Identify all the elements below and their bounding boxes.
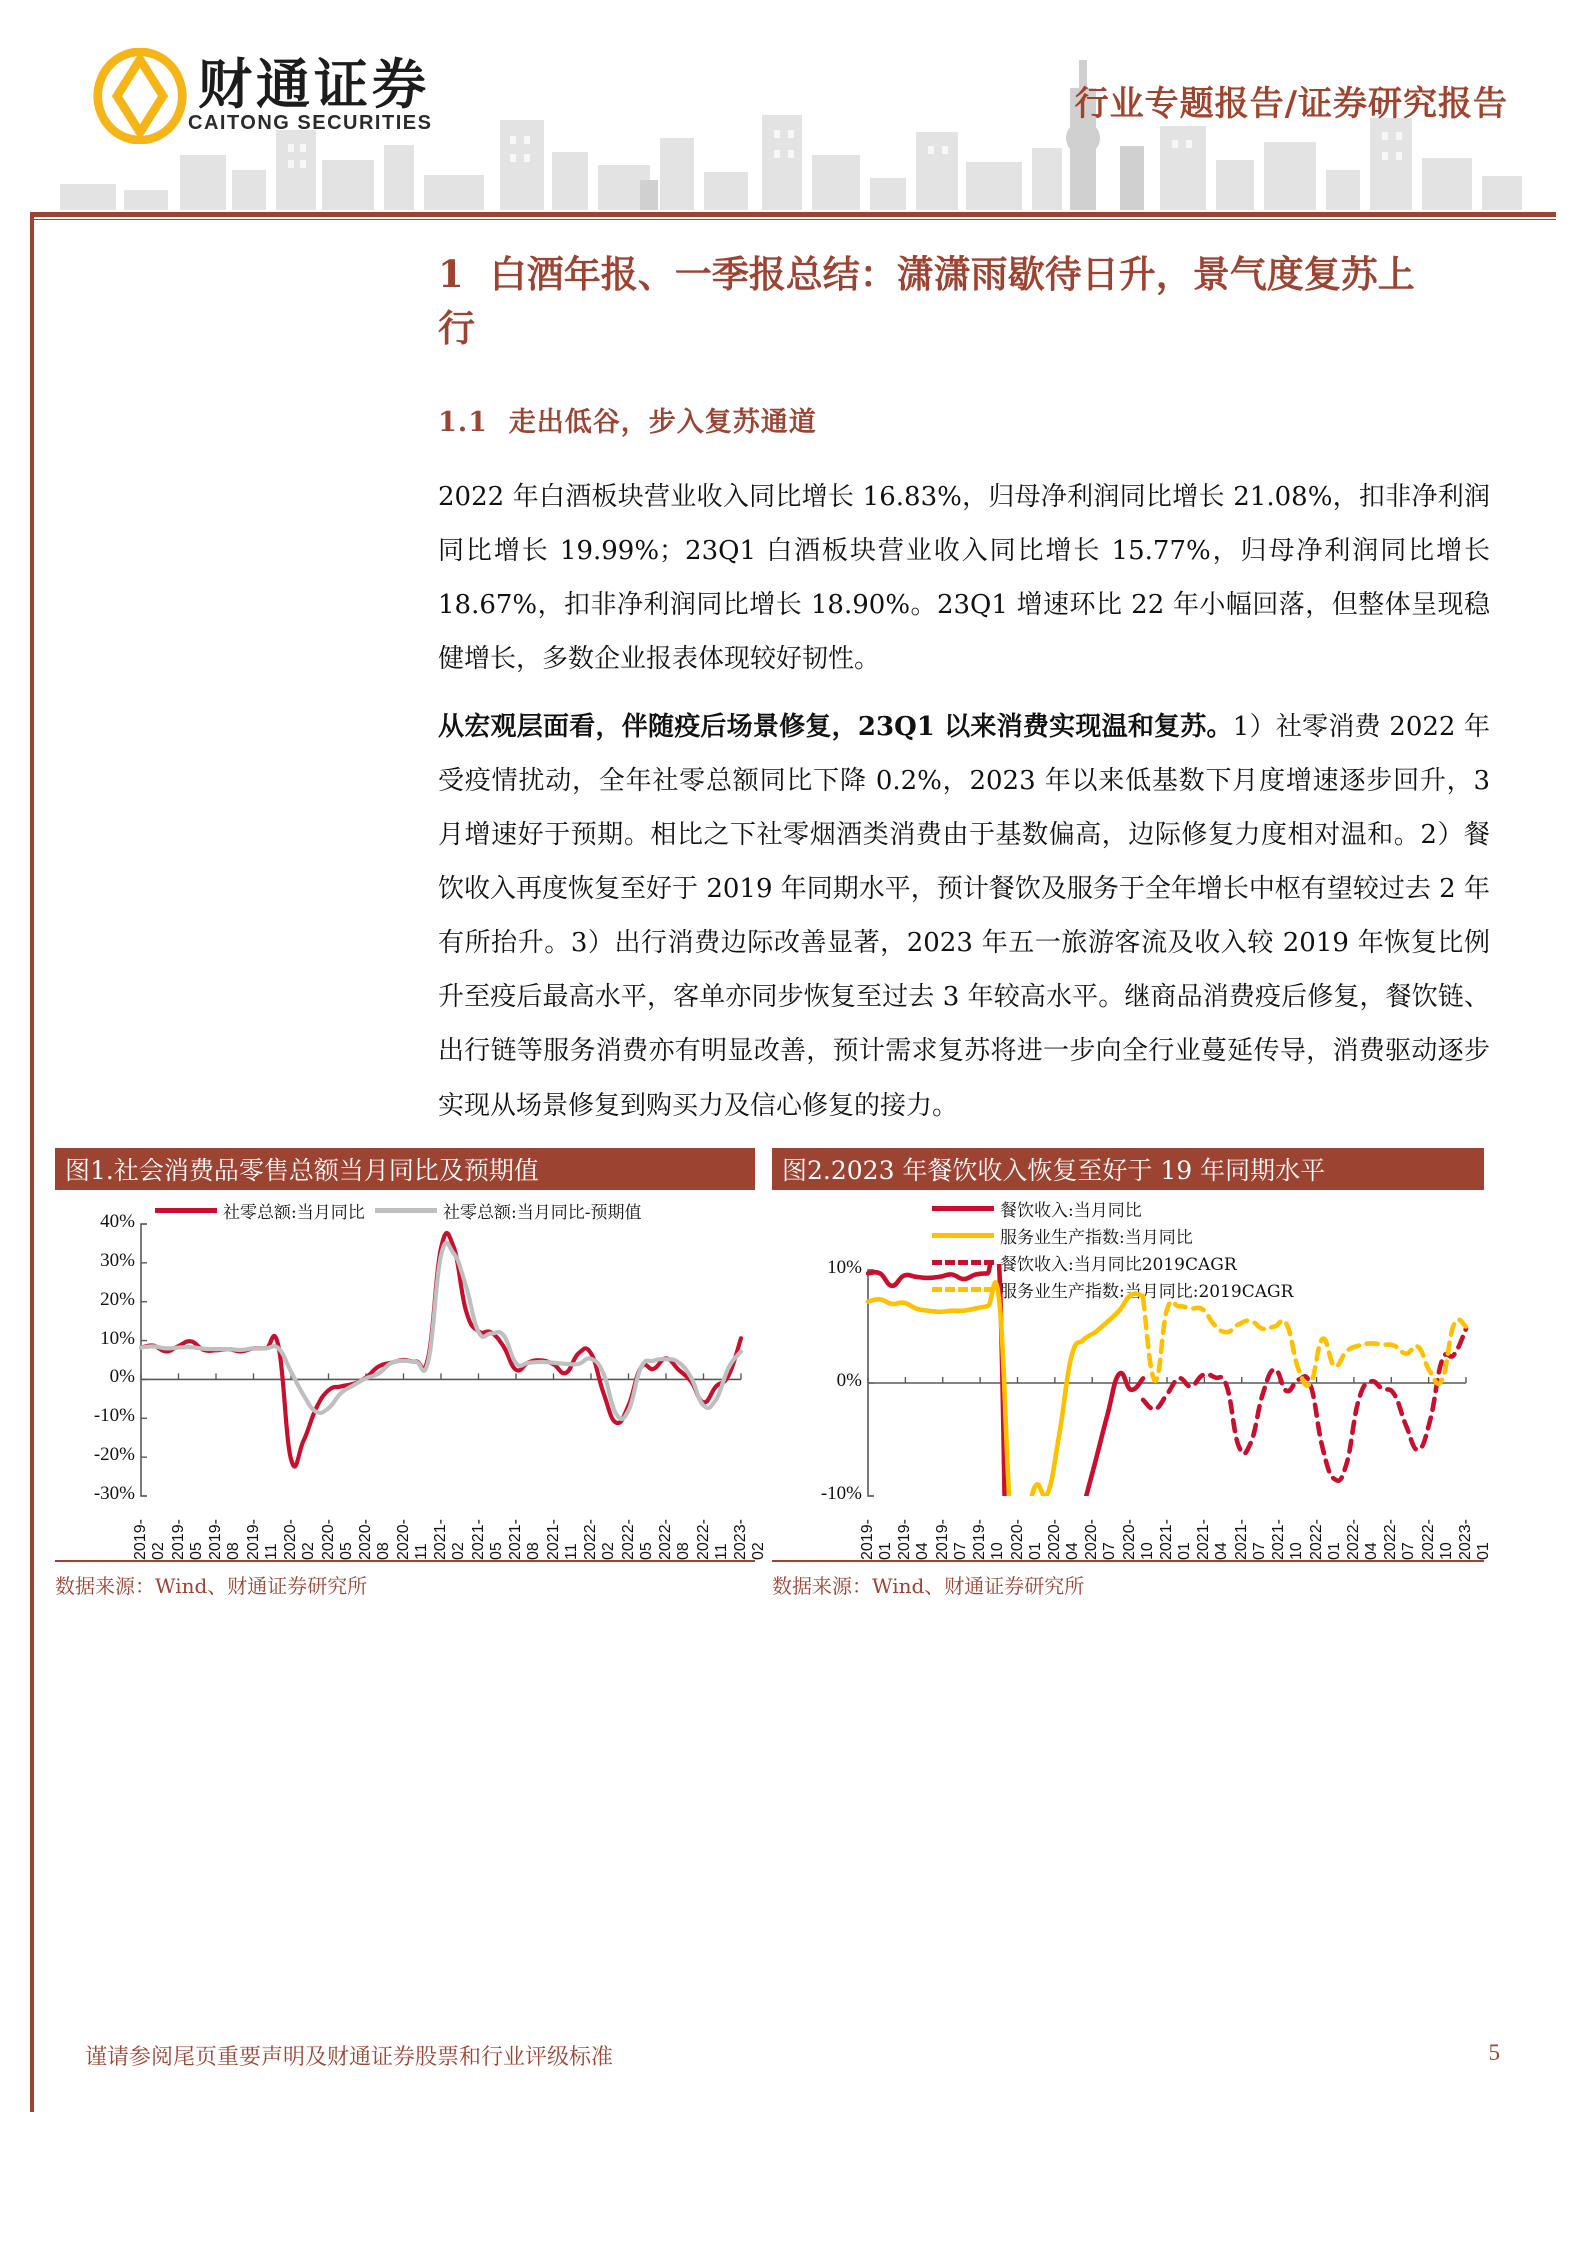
x-axis-tick-label: 2020-11 <box>394 1519 430 1560</box>
x-axis-tick-label: 2019-01 <box>859 1519 894 1560</box>
paragraph-1: 2022 年白酒板块营业收入同比增长 16.83%，归母净利润同比增长 21.08%，扣非净利润同比增长 19.99%；23Q1 白酒板块营业收入同比增长 15.77%，归母净利润同比增长 18.67%，扣非净利润同比增长 18.90%。23Q1 增速环比 22 年小幅回落，但整体呈现稳健增长，多数企业报表体现较好韧性。 <box>438 482 1490 675</box>
figure-1-chart-svg <box>55 1214 755 1514</box>
x-axis-tick-label: 2019-02 <box>132 1519 167 1560</box>
x-axis-tick-label: 2021-11 <box>544 1519 580 1560</box>
figure-2-legend-item-1 <box>932 1223 1293 1248</box>
figure-2-plot <box>772 1190 1492 1560</box>
subsection-heading <box>438 400 817 439</box>
y-axis-tick-label: -10% <box>93 1405 135 1427</box>
figure-1-plot <box>55 1190 767 1560</box>
y-axis-tick-label: 10% <box>827 1257 862 1278</box>
paragraph-2-lead: 从宏观层面看，伴随疫后场景修复，23Q1 以来消费实现温和复苏。 <box>438 712 1233 742</box>
x-axis-tick-label: 2022-10 <box>1419 1519 1455 1560</box>
subsection-number: 1.1 <box>438 407 488 438</box>
left-vertical-rule <box>30 212 34 2112</box>
x-axis-tick-label: 2022-07 <box>1382 1519 1418 1560</box>
x-axis-tick-label: 2021-07 <box>1232 1519 1268 1560</box>
subsection-title: 走出低谷，步入复苏通道 <box>508 407 817 438</box>
y-axis-tick-label: -10% <box>820 1483 862 1504</box>
figure-2 <box>772 1148 1492 1608</box>
x-axis-tick-label: 2020-07 <box>1083 1519 1119 1560</box>
legend-swatch-line <box>932 1206 994 1211</box>
x-axis-tick-label: 2022-04 <box>1344 1519 1380 1560</box>
y-axis-tick-label: 40% <box>100 1211 135 1232</box>
x-axis-tick-label: 2020-10 <box>1120 1519 1156 1560</box>
x-axis-tick-label: 2021-08 <box>507 1519 542 1560</box>
x-axis-tick-label: 2022-11 <box>694 1519 730 1560</box>
x-axis-tick-label: 2021-05 <box>469 1519 505 1560</box>
logo-mark-icon <box>92 48 188 144</box>
x-axis-tick-label: 2021-01 <box>1158 1519 1193 1560</box>
x-axis-tick-label: 2019-04 <box>896 1519 932 1560</box>
legend-swatch-line <box>375 1208 437 1213</box>
figure-1 <box>55 1148 767 1608</box>
footer-disclaimer: 谨请参阅尾页重要声明及财通证券股票和行业评级标准 <box>85 2045 614 2070</box>
company-logo <box>92 48 432 144</box>
x-axis-tick-label: 2019-08 <box>207 1519 242 1560</box>
paragraph-2 <box>438 700 1490 1133</box>
x-axis-tick-label: 2020-02 <box>282 1519 317 1560</box>
x-axis-tick-label: 2019-11 <box>244 1519 280 1560</box>
header-divider <box>30 212 1556 217</box>
section-number: 1 <box>438 252 464 296</box>
x-axis-tick-label: 2022-05 <box>619 1519 655 1560</box>
x-axis-tick-label: 2021-04 <box>1195 1519 1231 1560</box>
legend-label: 社零总额:当月同比 <box>223 1203 365 1223</box>
logo-text-en: CAITONG SECURITIES <box>188 111 433 134</box>
page-title <box>438 248 1448 355</box>
page-number: 5 <box>1488 2040 1500 2065</box>
legend-swatch-line <box>155 1208 217 1213</box>
figure-1-title: 图1.社会消费品零售总额当月同比及预期值 <box>55 1148 755 1190</box>
legend-label: 服务业生产指数:当月同比 <box>1000 1228 1193 1248</box>
figure-2-source: 数据来源：Wind、财通证券研究所 <box>772 1574 1085 1598</box>
x-axis-tick-label: 2023-02 <box>732 1519 767 1560</box>
page-header <box>0 0 1586 210</box>
section-title: 白酒年报、一季报总结：潇潇雨歇待日升，景气度复苏上行 <box>438 252 1415 350</box>
x-axis-tick-label: 2020-01 <box>1008 1519 1044 1560</box>
report-type-label: 行业专题报告/证券研究报告 <box>1074 84 1508 124</box>
legend-label: 餐饮收入:当月同比2019CAGR <box>1000 1255 1237 1275</box>
x-axis-tick-label: 2022-01 <box>1307 1519 1343 1560</box>
y-axis-tick-label: -30% <box>93 1483 135 1504</box>
x-axis-tick-label: 2020-08 <box>357 1519 392 1560</box>
x-axis-tick-label: 2022-02 <box>582 1519 617 1560</box>
legend-label: 服务业生产指数:当月同比:2019CAGR <box>1000 1282 1294 1302</box>
x-axis-tick-label: 2019-10 <box>971 1519 1007 1560</box>
figure-2-chart-svg <box>772 1260 1484 1514</box>
x-axis-tick-label: 2020-05 <box>319 1519 355 1560</box>
x-axis-tick-label: 2022-08 <box>657 1519 692 1560</box>
legend-label: 餐饮收入:当月同比 <box>1000 1201 1142 1221</box>
legend-label: 社零总额:当月同比-预期值 <box>443 1203 642 1223</box>
y-axis-tick-label: 0% <box>109 1366 135 1388</box>
figure-1-source: 数据来源：Wind、财通证券研究所 <box>55 1574 368 1598</box>
figure-2-legend-item-0 <box>932 1196 1293 1221</box>
y-axis-tick-label: 0% <box>836 1370 862 1391</box>
x-axis-tick-label: 2020-04 <box>1045 1519 1081 1560</box>
header-divider-thin <box>30 219 1556 220</box>
figure-2-title: 图2.2023 年餐饮收入恢复至好于 19 年同期水平 <box>772 1148 1484 1190</box>
y-axis-tick-label: 10% <box>100 1327 135 1349</box>
paragraph-2-body: 1）社零消费 2022 年受疫情扰动，全年社零总额同比下降 0.2%，2023 年以来低基数下月度增速逐步回升，3 月增速好于预期。相比之下社零烟酒类消费由于基数偏高，边际修复力度相对温和。2）餐饮收入再度恢复至好于 2019 年同期水平，预计餐饮及服务于全年增长中枢有望较过去 2 年有所抬升。3）出行消费边际改善显著，2023 年五一旅游客流及收入较 2019 年恢复比例升至疫后最高水平，客单亦同步恢复至过去 3 年较高水平。继商品消费疫后修复，餐饮链、出行链等服务消费亦有明显改善，预计需求复苏将进一步向全行业蔓延传导，消费驱动逐步实现从场景修复到购买力及信心修复的接力。 <box>438 712 1490 1121</box>
x-axis-tick-label: 2019-07 <box>933 1519 969 1560</box>
x-axis-tick-label: 2023-01 <box>1457 1519 1492 1560</box>
x-axis-tick-label: 2021-02 <box>432 1519 467 1560</box>
y-axis-tick-label: 20% <box>100 1288 135 1310</box>
y-axis-tick-label: -20% <box>93 1444 135 1466</box>
legend-swatch-line <box>932 1233 994 1238</box>
y-axis-tick-label: 30% <box>100 1249 135 1271</box>
x-axis-tick-label: 2021-10 <box>1270 1519 1306 1560</box>
x-axis-tick-label: 2019-05 <box>169 1519 205 1560</box>
logo-text-cn: 财通证券 <box>198 52 430 116</box>
